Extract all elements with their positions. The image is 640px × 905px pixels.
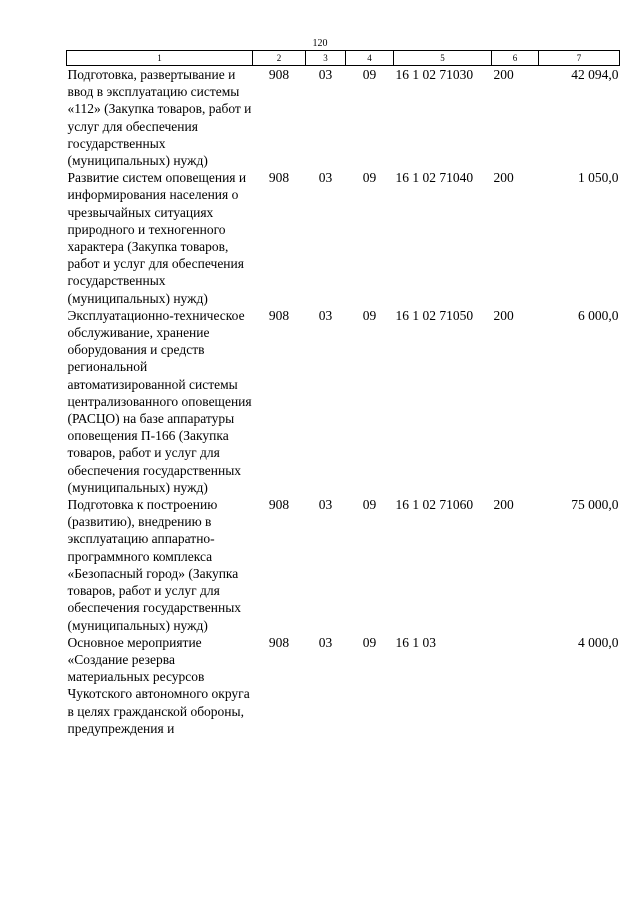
column-header-row <box>67 51 620 66</box>
page-number: 120 <box>312 38 328 49</box>
row-ministry: 908 <box>268 634 290 650</box>
column-header-4: 4 <box>346 51 394 66</box>
row-subsection: 09 <box>362 497 377 513</box>
row-section: 03 <box>318 634 333 650</box>
row-ministry: 908 <box>268 307 290 323</box>
row-subsection: 09 <box>362 67 377 82</box>
column-header-7: 7 <box>539 51 620 66</box>
row-section: 03 <box>318 170 333 186</box>
row-subsection: 09 <box>362 634 377 650</box>
row-name: Подготовка, развертывание и ввод в эксплуатацию системы «112» (Закупка товаров, работ и услуг для обеспечения государственных (муниципальных) нужд) <box>67 67 252 169</box>
table-row <box>67 634 620 737</box>
row-ministry: 908 <box>268 67 290 82</box>
column-header-6: 6 <box>492 51 539 66</box>
row-kind <box>492 634 539 737</box>
table-row <box>67 169 620 307</box>
column-header-1: 1 <box>67 51 253 66</box>
row-target: 16 1 02 71050 <box>395 307 474 323</box>
table-row <box>67 496 620 634</box>
row-name: Основное мероприятие «Создание резерва материальных ресурсов Чукотского автономного округа в целях гражданской обороны, предупреждения и <box>67 634 250 736</box>
row-name: Подготовка к построению (развитию), внедрению в эксплуатацию аппаратно-программного комплекса «Безопасный город» (Закупка товаров, работ и услуг для обеспечения государственных (муниципальных) нужд) <box>67 497 242 633</box>
row-subsection: 09 <box>362 307 377 323</box>
row-amount: 1 050,0 <box>578 170 619 186</box>
row-amount: 4 000,0 <box>578 634 619 650</box>
row-target: 16 1 02 71060 <box>395 497 474 513</box>
table-row <box>67 307 620 496</box>
row-amount: 6 000,0 <box>578 307 619 323</box>
row-amount: 42 094,0 <box>571 67 619 82</box>
row-section: 03 <box>318 307 333 323</box>
row-amount: 75 000,0 <box>571 497 619 513</box>
row-target: 16 1 02 71040 <box>395 170 474 186</box>
row-name: Эксплуатационно-техническое обслуживание, хранение оборудования и средств региональной автоматизированной системы централизованного оповещения (РАСЦО) на базе аппаратуры оповещения П-166 (Закупка товаров, работ и услуг для обеспечения государственных (муниципальных) нужд) <box>67 307 252 495</box>
row-kind: 200 <box>493 67 514 82</box>
column-header-2: 2 <box>253 51 306 66</box>
row-target: 16 1 02 71030 <box>395 67 474 82</box>
row-kind: 200 <box>493 170 514 186</box>
row-section: 03 <box>318 497 333 513</box>
table-row <box>67 66 620 170</box>
row-target: 16 1 03 <box>395 634 436 650</box>
row-name: Развитие систем оповещения и информирования населения о чрезвычайных ситуациях природного и техногенного характера (Закупка товаров, работ и услуг для обеспечения государственных (муниципальных) нужд) <box>67 170 247 306</box>
row-ministry: 908 <box>268 170 290 186</box>
row-subsection: 09 <box>362 170 377 186</box>
column-header-3: 3 <box>306 51 346 66</box>
row-ministry: 908 <box>268 497 290 513</box>
column-header-5: 5 <box>394 51 492 66</box>
row-kind: 200 <box>493 497 514 513</box>
row-kind: 200 <box>493 307 514 323</box>
row-section: 03 <box>318 67 333 82</box>
budget-table <box>66 50 620 737</box>
